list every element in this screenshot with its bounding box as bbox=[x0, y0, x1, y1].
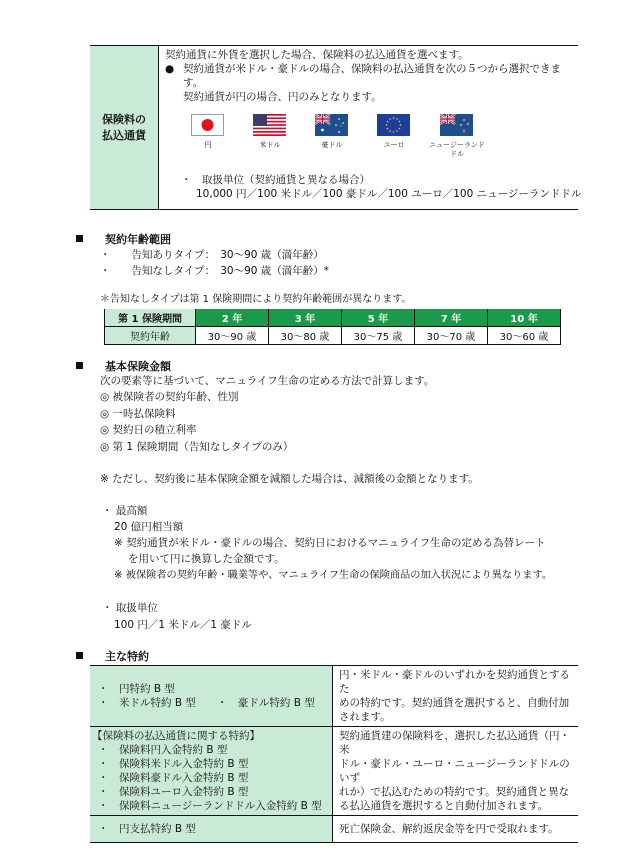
age-cell: 30～80 歳 bbox=[269, 327, 342, 345]
premium-currency-table bbox=[90, 45, 582, 210]
age-item: ・ 告知ありタイプ： 30～90 歳（満年齢） bbox=[100, 249, 324, 261]
nz-flag-icon bbox=[440, 114, 473, 136]
japan-flag-icon bbox=[191, 114, 224, 136]
rider-row bbox=[90, 727, 578, 816]
flag-label-aud: 豪ドル bbox=[321, 141, 343, 149]
age-cell: 30～90 歳 bbox=[196, 327, 269, 345]
currency-line-2a: 契約通貨が米ドル・豪ドルの場合、保険料の払込通貨を次の５つから選択できま bbox=[183, 63, 561, 75]
rider-names bbox=[90, 816, 333, 843]
rider-name: ・ 保険料ニュージーランドドル入金特約 B 型 bbox=[98, 800, 322, 812]
rider-name: ・ 保険料豪ドル入金特約 B 型 bbox=[98, 772, 249, 784]
age-item: ・ 告知なしタイプ： 30～90 歳（満年齢）* bbox=[100, 265, 330, 277]
riders-table bbox=[90, 665, 578, 843]
rider-description bbox=[333, 816, 579, 843]
australia-flag-icon bbox=[315, 114, 348, 136]
rider-desc-line: 円・米ドル・豪ドルのいずれかを契約通貨とするた bbox=[339, 669, 570, 695]
basic-amount-factor: ◎ 第 1 保険期間（告知なしタイプのみ） bbox=[100, 441, 294, 453]
rider-desc-line: る払込通貨を選択すると自動付加されます。 bbox=[339, 800, 549, 812]
flag-label-nzd-b: ドル bbox=[450, 150, 464, 158]
age-cell: 30～70 歳 bbox=[415, 327, 488, 345]
basic-amount-factor: ◎ 一時払保険料 bbox=[100, 408, 176, 420]
label-line-1: 保険料の bbox=[102, 112, 146, 126]
rider-row bbox=[90, 816, 578, 843]
rider-names bbox=[90, 727, 333, 816]
riders-title: 主な特約 bbox=[105, 650, 149, 663]
rider-description bbox=[333, 727, 579, 816]
period-cell: 10 年 bbox=[488, 309, 561, 327]
rider-desc-line: されます。 bbox=[339, 711, 391, 723]
basic-amount-intro: 次の要素等に基づいて、マニュライフ生命の定める方法で計算します。 bbox=[100, 375, 435, 387]
max-amount-note-2: ※ 被保険者の契約年齢・職業等や、マニュライフ生命の保険商品の加入状況により異なります。 bbox=[114, 570, 553, 581]
max-amount-value: 20 億円相当額 bbox=[114, 521, 184, 533]
max-amount-note-1: ※ 契約通貨が米ドル・豪ドルの場合、契約日におけるマニュライフ生命の定める為替レート bbox=[114, 537, 546, 549]
currency-unit-value: 10,000 円／100 米ドル／100 豪ドル／100 ユーロ／100 ニュージーランドドル bbox=[196, 188, 582, 200]
riders-heading bbox=[76, 648, 149, 664]
currency-intro: 契約通貨に外貨を選択した場合、保険料の払込通貨を選べます。 bbox=[165, 49, 469, 61]
basic-amount-note: ※ ただし、契約後に基本保険金額を減額した場合は、減額後の金額となります。 bbox=[100, 473, 479, 485]
age-cell: 30～60 歳 bbox=[488, 327, 561, 345]
us-flag-icon bbox=[253, 114, 286, 136]
currency-bullet: ● bbox=[165, 63, 175, 75]
flag-label-yen: 円 bbox=[204, 141, 212, 149]
flag-label-eur: ユーロ bbox=[383, 141, 405, 149]
label-line-2: 払込通貨 bbox=[102, 128, 146, 142]
basic-amount-title: 基本保険金額 bbox=[105, 360, 171, 373]
square-bullet-icon bbox=[76, 235, 83, 242]
rider-name: ・ 円特約 B 型 bbox=[98, 683, 175, 695]
basic-unit-title: ・ 取扱単位 bbox=[102, 602, 158, 614]
rider-desc-line: めの特約です。契約通貨を選択すると、自動付加 bbox=[339, 697, 570, 709]
age-cell: 30～75 歳 bbox=[342, 327, 415, 345]
flag-label-nzd bbox=[427, 141, 487, 159]
age-range-title: 契約年齢範囲 bbox=[105, 233, 171, 246]
basic-unit-value: 100 円／1 米ドル／1 豪ドル bbox=[114, 619, 252, 631]
basic-amount-factor: ◎ 契約日の積立利率 bbox=[100, 424, 197, 436]
max-amount-title: ・ 最高額 bbox=[102, 505, 148, 517]
period-cell: 7 年 bbox=[415, 309, 488, 327]
max-amount-note-1b: を用いて円に換算した金額です。 bbox=[128, 553, 285, 565]
age-table-age-row bbox=[105, 327, 561, 345]
rider-name: ・ 保険料ユーロ入金特約 B 型 bbox=[98, 786, 249, 798]
rider-description bbox=[333, 666, 579, 727]
rider-desc-line: れか）で払込むための特約です。契約通貨と異な bbox=[339, 786, 570, 798]
age-header: 契約年齢 bbox=[105, 327, 196, 345]
premium-currency-label bbox=[90, 46, 159, 209]
rider-names bbox=[90, 666, 333, 727]
rider-row bbox=[90, 666, 578, 727]
rider-name: ・ 保険料米ドル入金特約 B 型 bbox=[98, 758, 249, 770]
basic-amount-factor: ◎ 被保険者の契約年齢、性別 bbox=[100, 391, 239, 403]
rider-name: ・ 米ドル特約 B 型 ・ 豪ドル特約 B 型 bbox=[98, 697, 315, 709]
age-note: ＊告知なしタイプは第 1 保険期間により契約年齢範囲が異なります。 bbox=[100, 294, 412, 305]
age-range-heading bbox=[76, 231, 171, 247]
eu-flag-icon bbox=[377, 114, 410, 136]
rider-desc-line: ドル・豪ドル・ユーロ・ニュージーランドドルのいず bbox=[339, 758, 570, 784]
period-cell: 3 年 bbox=[269, 309, 342, 327]
period-cell: 5 年 bbox=[342, 309, 415, 327]
square-bullet-icon bbox=[76, 362, 83, 369]
period-header: 第 1 保険期間 bbox=[105, 309, 196, 327]
period-cell: 2 年 bbox=[196, 309, 269, 327]
age-table bbox=[104, 309, 561, 345]
rider-group-title: 【保険料の払込通貨に関する特約】 bbox=[92, 730, 260, 742]
currency-line-2b: す。 bbox=[183, 77, 204, 89]
basic-amount-heading bbox=[76, 358, 171, 374]
square-bullet-icon bbox=[76, 652, 83, 659]
rider-desc-line: 死亡保険金、解約返戻金等を円で受取れます。 bbox=[339, 823, 559, 835]
flag-label-usd: 米ドル bbox=[259, 141, 281, 149]
rider-name: ・ 円支払特約 B 型 bbox=[98, 823, 196, 835]
currency-unit-title: ・ 取扱単位（契約通貨と異なる場合） bbox=[181, 174, 370, 186]
flag-label-nzd-a: ニュージーランド bbox=[429, 141, 485, 149]
rider-name: ・ 保険料円入金特約 B 型 bbox=[98, 744, 228, 756]
currency-line-3: 契約通貨が円の場合、円のみとなります。 bbox=[183, 91, 382, 103]
age-table-period-row bbox=[105, 309, 561, 327]
rider-desc-line: 契約通貨建の保険料を、選択した払込通貨（円・米 bbox=[339, 730, 570, 756]
